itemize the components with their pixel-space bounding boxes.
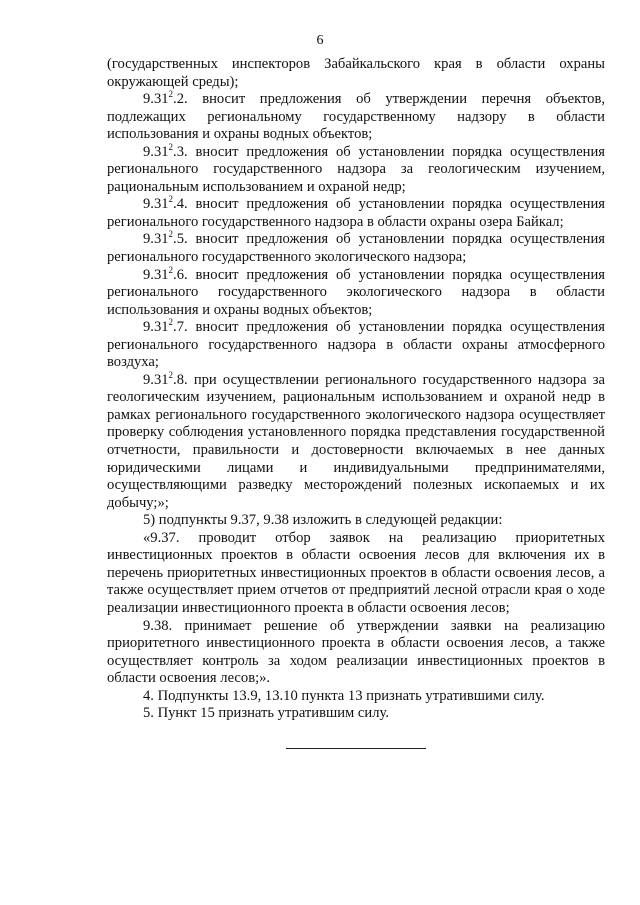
- paragraph: [107, 231, 605, 266]
- clause-number: 9.31: [143, 143, 169, 160]
- clause-number: 9.31: [143, 319, 169, 336]
- paragraph: [107, 688, 605, 706]
- clause-superscript: 2: [168, 229, 174, 240]
- paragraph: [107, 56, 605, 91]
- clause-superscript: 2: [168, 317, 174, 328]
- paragraph: [107, 705, 605, 723]
- page-number: 6: [316, 33, 324, 48]
- paragraph-text: (государственных инспекторов Забайкальского края в области охраны окружающей среды);: [107, 56, 605, 90]
- paragraph-text: .3. вносит предложения об установлении порядка осуществления регионального государственного надзора за геологическим изучением, рациональным использованием и охраной недр;: [107, 143, 605, 195]
- paragraph-text: .7. вносит предложения об установлении порядка осуществления регионального государственного надзора в области охраны атмосферного воздуха;: [107, 319, 605, 371]
- end-of-text-divider: [286, 748, 426, 749]
- paragraph: [107, 264, 605, 320]
- paragraph: [107, 319, 605, 372]
- paragraph-text: .2. вносит предложения об утверждении перечня объектов, подлежащих региональному государственному надзору в области использования и охраны водных объектов;: [107, 91, 605, 143]
- paragraph: [107, 91, 605, 144]
- paragraph-text: «9.37. проводит отбор заявок на реализацию приоритетных инвестиционных проектов в области освоения лесов для включения их в перечень приоритетных инвестиционных проектов в области освоения лесов, а также осуществляет прием отчетов от предприятий лесной отрасли края о ходе реализации инвестиционного проекта в области освоения лесов;: [107, 529, 605, 616]
- clause-number: 9.31: [143, 91, 169, 108]
- clause-number: 9.31: [143, 231, 169, 248]
- clause-superscript: 2: [168, 89, 174, 100]
- paragraph: [107, 618, 605, 688]
- clause-superscript: 2: [168, 141, 174, 152]
- paragraph-text: 9.38. принимает решение об утверждении заявки на реализацию приоритетного инвестиционного проекта в области освоения лесов, а также осуществляет контроль за ходом реализации инвестиционных проектов в области освоения лесов;».: [107, 617, 605, 687]
- paragraph-text: 5) подпункты 9.37, 9.38 изложить в следующей редакции:: [143, 512, 503, 529]
- paragraph: [107, 141, 605, 197]
- paragraph: [107, 369, 605, 512]
- paragraph-text: .5. вносит предложения об установлении порядка осуществления регионального государственного экологического надзора;: [107, 231, 605, 266]
- paragraph-text: .8. при осуществлении регионального государственного надзора за геологическим изучением, рациональным использованием и охраной недр в рамках регионального государственного экологического надзора осуществляет проверку соблюдения установленного порядка представления государственной отчетности, правильности и достоверности включаемых в нее данных юридическими лицами и индивидуальными предпринимателями, осуществляющими разведку месторождений полезных ископаемых и их добычу;»;: [107, 371, 605, 511]
- paragraph: [107, 196, 605, 231]
- paragraph-text: .6. вносит предложения об установлении порядка осуществления регионального государственного экологического надзора в области использования и охраны водных объектов;: [107, 266, 605, 318]
- paragraph-text: .4. вносит предложения об установлении порядка осуществления регионального государственного надзора в области охраны озера Байкал;: [107, 196, 605, 230]
- clause-number: 9.31: [143, 371, 169, 388]
- paragraph-text: 4. Подпункты 13.9, 13.10 пункта 13 признать утратившими силу.: [143, 687, 545, 704]
- clause-superscript: 2: [168, 264, 174, 275]
- clause-number: 9.31: [143, 196, 169, 213]
- document-body: [107, 56, 605, 723]
- paragraph: [107, 530, 605, 618]
- clause-superscript: 2: [168, 369, 174, 380]
- paragraph-text: 5. Пункт 15 признать утратившим силу.: [143, 705, 389, 722]
- clause-superscript: 2: [168, 194, 174, 205]
- clause-number: 9.31: [143, 266, 169, 283]
- paragraph: [107, 512, 605, 530]
